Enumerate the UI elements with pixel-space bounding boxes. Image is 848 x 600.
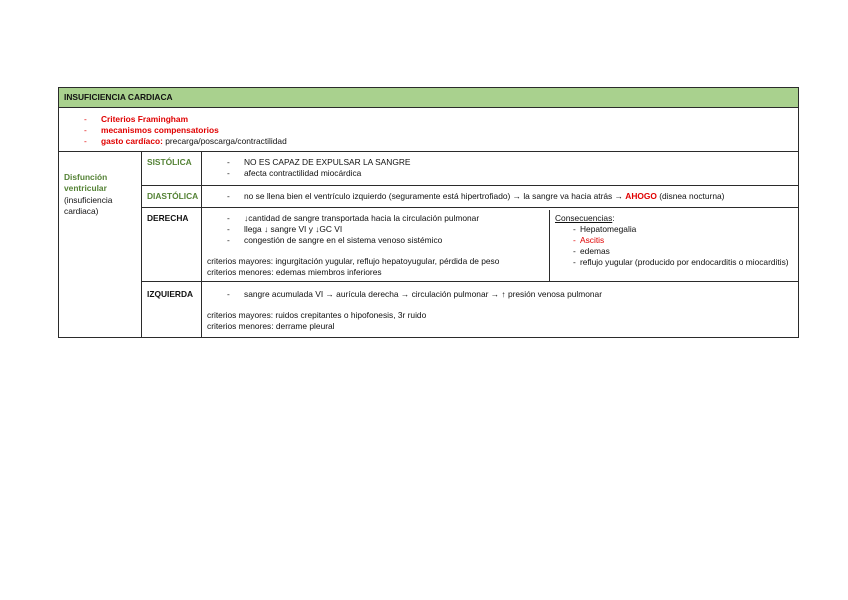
derecha-row bbox=[59, 207, 799, 281]
sistolica-row bbox=[59, 152, 799, 185]
consecuencias-heading bbox=[555, 213, 793, 224]
list-item: - sangre acumulada VI → aurícula derecha → circulación pulmonar → ↑ presión venosa pulmonar bbox=[207, 289, 793, 300]
list-item: - reflujo yugular (producido por endocarditis o miocarditis) bbox=[555, 257, 793, 268]
diastolica-label: DIASTÓLICA bbox=[142, 185, 202, 207]
intro-item-label: gasto cardíaco: bbox=[101, 136, 163, 147]
izquierda-label: IZQUIERDA bbox=[142, 282, 202, 338]
diastolica-list bbox=[207, 191, 793, 202]
diastolica-highlight: AHOGO bbox=[625, 190, 657, 201]
izquierda-content bbox=[202, 282, 799, 338]
list-item bbox=[64, 136, 793, 147]
izquierda-criterios-mayores: criterios mayores: ruidos crepitantes o hipofonesis, 3r ruido bbox=[207, 310, 427, 321]
sistolica-label: SISTÓLICA bbox=[142, 152, 202, 185]
consecuencias-list bbox=[555, 224, 793, 268]
header-row bbox=[59, 88, 799, 108]
section-subtitle: (insuficiencia cardiaca) bbox=[64, 194, 113, 216]
intro-item-label: mecanismos compensatorios bbox=[101, 125, 219, 136]
list-item: - Ascitis bbox=[555, 235, 793, 246]
intro-list bbox=[64, 114, 793, 147]
diastolica-text-after: (disnea nocturna) bbox=[656, 190, 725, 201]
list-item: - Hepatomegalia bbox=[555, 224, 793, 235]
izquierda-row bbox=[59, 282, 799, 338]
document-sheet bbox=[58, 87, 798, 338]
derecha-criterios-menores: criterios menores: edemas miembros inferiores bbox=[207, 267, 382, 278]
derecha-split bbox=[207, 213, 793, 278]
sistolica-content bbox=[202, 152, 799, 185]
list-item: - NO ES CAPAZ DE EXPULSAR LA SANGRE bbox=[207, 157, 793, 168]
section-cell bbox=[59, 152, 142, 338]
diastolica-content bbox=[202, 185, 799, 207]
intro-item-rest: precarga/poscarga/contractilidad bbox=[162, 136, 287, 147]
diastolica-row bbox=[59, 185, 799, 207]
derecha-consecuencias bbox=[549, 210, 798, 281]
consecuencias-title: Consecuencias bbox=[555, 212, 613, 223]
list-item: - ↓cantidad de sangre transportada hacia la circulación pulmonar bbox=[207, 213, 544, 224]
izquierda-criterios-menores: criterios menores: derrame pleural bbox=[207, 321, 335, 332]
intro-item-label: Criterios Framingham bbox=[101, 114, 189, 125]
intro-cell bbox=[59, 108, 799, 152]
diastolica-text: no se llena bien el ventrículo izquierdo (seguramente está hipertrofiado) → la sangre va hacia atrás → bbox=[244, 190, 626, 201]
list-item: - llega ↓ sangre VI y ↓GC VI bbox=[207, 224, 544, 235]
section-title: Disfunción ventricular bbox=[64, 172, 108, 194]
list-item bbox=[64, 114, 793, 125]
consecuencias-colon: : bbox=[612, 212, 615, 223]
derecha-criterios-mayores: criterios mayores: ingurgitación yugular, reflujo hepatoyugular, pérdida de peso bbox=[207, 255, 500, 266]
list-item bbox=[207, 191, 793, 202]
intro-row bbox=[59, 108, 799, 152]
list-item: - afecta contractilidad miocárdica bbox=[207, 168, 793, 179]
derecha-list bbox=[207, 213, 544, 246]
list-item: - congestión de sangre en el sistema venoso sistémico bbox=[207, 235, 544, 246]
izquierda-list bbox=[207, 289, 793, 300]
derecha-main bbox=[207, 213, 549, 278]
list-item bbox=[64, 125, 793, 136]
list-item: - edemas bbox=[555, 246, 793, 257]
derecha-label: DERECHA bbox=[142, 207, 202, 281]
sistolica-list bbox=[207, 157, 793, 179]
derecha-content bbox=[202, 207, 799, 281]
table-title: INSUFICIENCIA CARDIACA bbox=[59, 88, 799, 108]
summary-table bbox=[58, 87, 799, 338]
